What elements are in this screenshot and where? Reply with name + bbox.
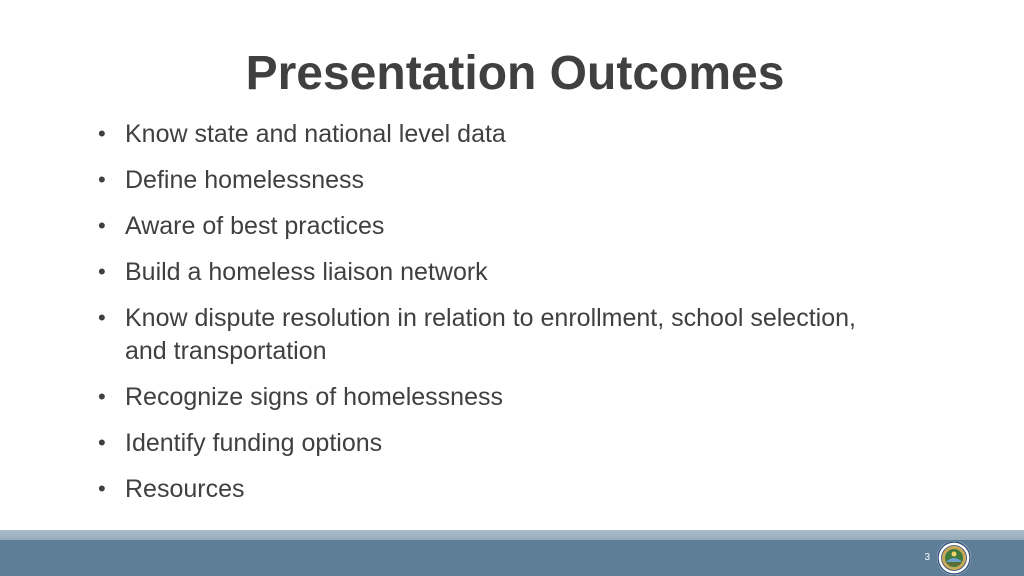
bullet-item	[98, 381, 858, 414]
bullet-list	[98, 118, 858, 519]
bullet-icon: •	[98, 305, 106, 330]
bullet-text: Know state and national level data	[125, 120, 506, 148]
bullet-item	[98, 256, 858, 289]
bullet-icon: •	[98, 259, 106, 284]
bullet-text: Resources	[125, 474, 245, 503]
bullet-icon: •	[98, 429, 106, 455]
bullet-icon: •	[98, 383, 106, 409]
state-seal-icon	[936, 540, 972, 576]
bullet-item	[98, 210, 858, 243]
bullet-text: Aware of best practices	[125, 212, 385, 240]
page-number: 3	[924, 552, 930, 563]
bullet-item	[98, 427, 858, 460]
bullet-item	[98, 164, 858, 197]
bullet-icon: •	[98, 213, 106, 238]
bullet-text: Know dispute resolution in relation to enrollment, school selection, and transportation	[125, 304, 856, 365]
bullet-text: Build a homeless liaison network	[125, 258, 488, 286]
bullet-text: Define homelessness	[125, 166, 365, 194]
bullet-item	[98, 302, 858, 367]
bullet-item	[98, 473, 858, 506]
bullet-text: Recognize signs of homelessness	[125, 382, 503, 411]
bullet-icon: •	[98, 475, 106, 501]
bullet-item	[98, 118, 858, 151]
slide-title: Presentation Outcomes	[245, 47, 785, 100]
footer-stripe	[0, 530, 1024, 540]
bullet-icon: •	[98, 167, 106, 192]
bullet-icon: •	[98, 121, 106, 146]
footer-bar	[0, 540, 1024, 576]
bullet-text: Identify funding options	[125, 428, 383, 457]
